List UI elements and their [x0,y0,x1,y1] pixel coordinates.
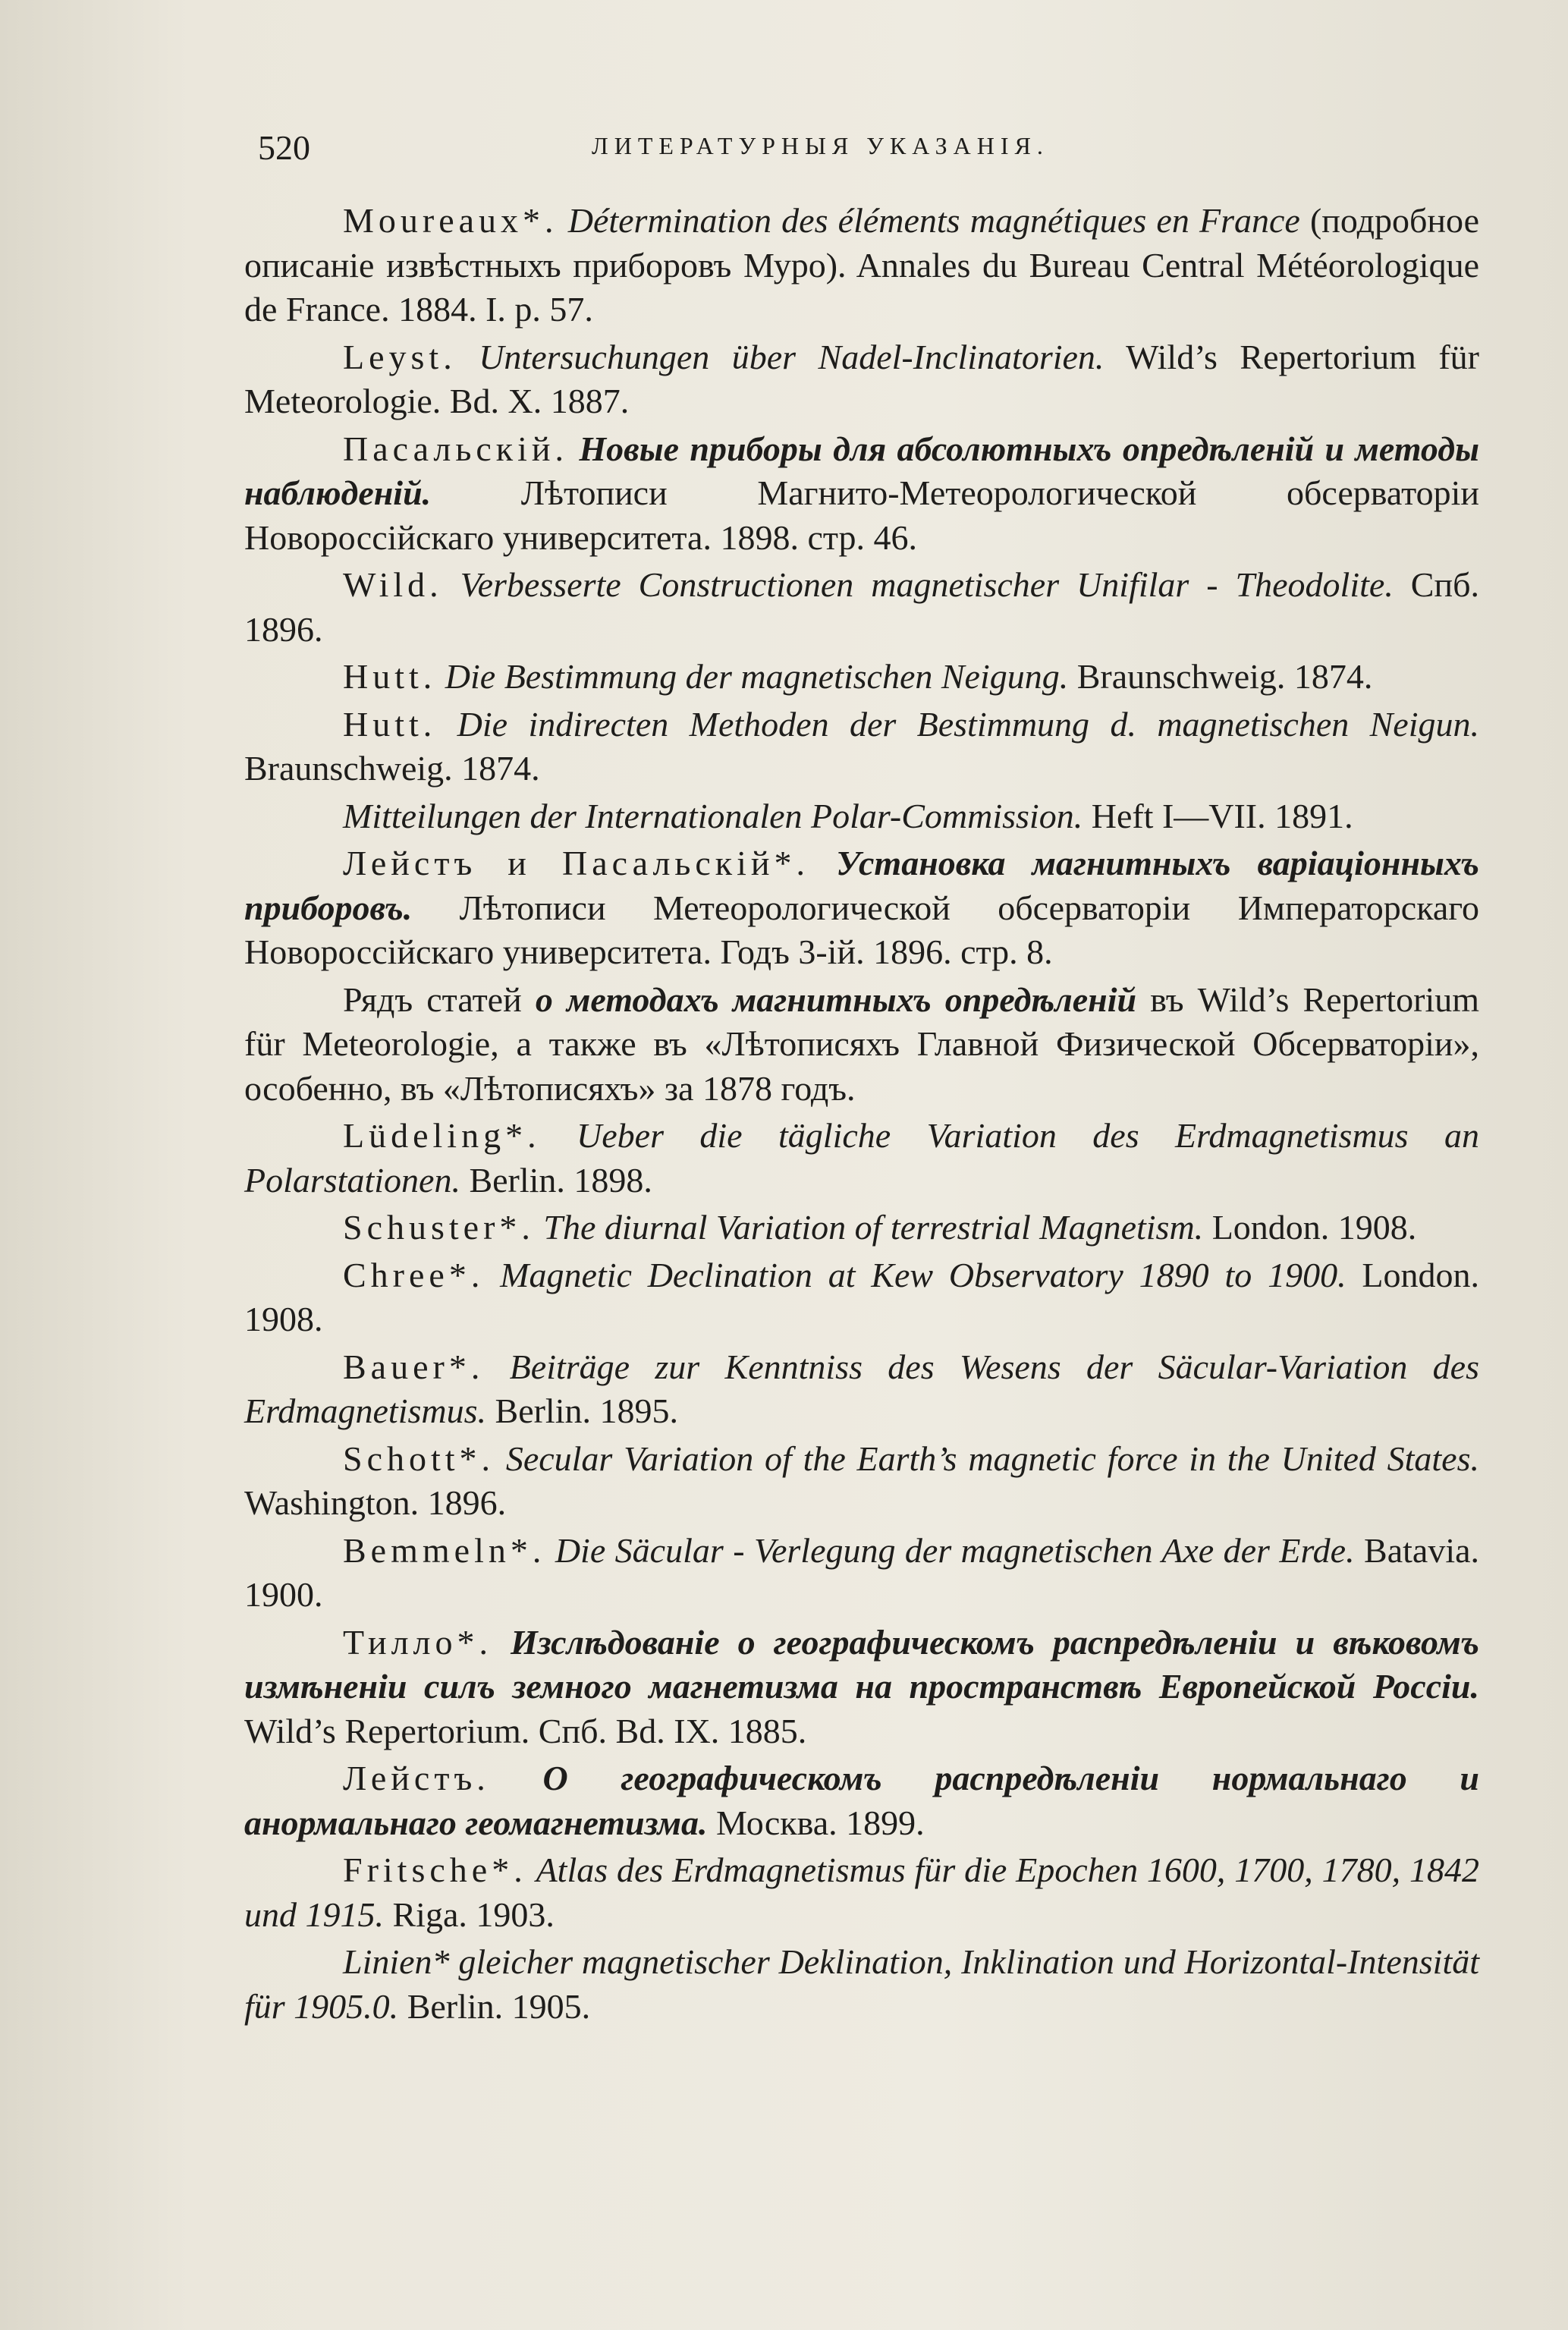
bibliography-list [244,199,1479,2032]
entry-title: Verbesserte Constructionen magnetischer Unifilar - Theodolite. [460,565,1394,604]
bibliography-entry [244,1529,1479,1618]
entry-title: О географическомъ распредѣленіи нормальнаго и анормальнаго геомагнетизма. [244,1759,1480,1842]
entry-publication: Braunschweig. 1874. [244,749,540,788]
entry-author: Leyst. [343,337,457,376]
entry-lead: Рядъ статей [343,979,522,1019]
entry-publication: Berlin. 1905. [407,1986,591,2026]
entry-publication: (подробное описаніе извѣстныхъ приборовъ Муро). Annales du Bureau Central Météorologique de France. 1884. I. p. 57. [244,201,1479,329]
entry-author: Лейстъ и Пасальскій*. [343,844,810,882]
entry-publication: Wild’s Repertorium. Спб. Bd. IX. 1885. [244,1711,807,1750]
bibliography-entry [244,335,1479,424]
entry-publication: Berlin. 1895. [495,1391,678,1430]
entry-author: Hutt. [343,704,437,744]
entry-author: Moureaux*. [343,201,558,240]
bibliography-entry [244,1253,1479,1342]
bibliography-entry [244,1114,1479,1203]
page-number: 520 [258,128,310,167]
entry-publication: Спб. 1896. [244,565,1479,649]
bibliography-entry [244,1206,1479,1250]
entry-publication: London. 1908. [244,1255,1480,1338]
running-title: ЛИТЕРАТУРНЫЯ УКАЗАНІЯ. [592,132,1049,159]
entry-title: Die Bestimmung der magnetischen Neigung. [445,657,1069,696]
entry-title: Beiträge zur Kenntniss des Wesens der Säcular-Variation des Erdmagnetismus. [244,1347,1479,1430]
bibliography-entry [244,794,1479,839]
bibliography-entry [244,1345,1479,1434]
entry-author: Lüdeling*. [343,1116,541,1155]
entry-publication: Berlin. 1898. [469,1160,652,1200]
entry-publication: London. 1908. [1211,1208,1417,1247]
entry-title: Untersuchungen über Nadel-Inclinatorien. [479,337,1105,376]
entry-author: Hutt. [343,657,437,696]
bibliography-entry [244,703,1479,791]
entry-author: Bemmeln*. [343,1530,546,1570]
bibliography-entry [244,1621,1479,1754]
entry-publication: Braunschweig. 1874. [1076,657,1373,696]
entry-title: The diurnal Variation of terrestrial Magnetism. [543,1208,1204,1247]
entry-title: Die Säcular - Verlegung der magnetischen Axe der Erde. [555,1530,1355,1570]
entry-title: о методахъ магнитныхъ опредѣленій [535,979,1137,1019]
entry-author: Bauer*. [343,1347,485,1386]
entry-author: Chree*. [343,1255,485,1294]
entry-publication: Wild’s Repertorium für Meteorologie. Bd. X. 1887. [244,337,1479,420]
entry-author: Schott*. [343,1439,495,1478]
entry-author: Schuster*. [343,1208,535,1247]
bibliography-entry [244,841,1479,975]
entry-title: Die indirecten Methoden der Bestimmung d. magnetischen Neigun. [457,704,1480,744]
entry-author: Тилло*. [343,1622,492,1662]
bibliography-entry [244,978,1479,1112]
bibliography-entry [244,427,1479,561]
entry-author: Wild. [343,565,443,604]
entry-title: Mitteilungen der Internationalen Polar-Commission. [343,796,1083,835]
entry-title: Secular Variation of the Earth’s magnetic force in the United States. [505,1439,1479,1478]
entry-publication: Washington. 1896. [244,1483,507,1522]
bibliography-entry [244,655,1479,700]
bibliography-entry [244,1848,1479,1937]
bibliography-entry [244,199,1479,332]
entry-publication: Heft I—VII. 1891. [1091,796,1353,835]
entry-title: Установка магнитныхъ варіаціонныхъ приборовъ. [244,844,1480,927]
entry-author: Fritsche*. [343,1850,527,1889]
bibliography-entry [244,1437,1479,1526]
entry-publication: Лѣтописи Магнито-Метеорологической обсерваторіи Новороссійскаго университета. 1898. стр. 46. [244,473,1480,557]
entry-title: Magnetic Declination at Kew Observatory 1890 to 1900. [500,1255,1346,1294]
bibliography-entry [244,1756,1479,1845]
entry-title: Atlas des Erdmagnetismus für die Epochen 1600, 1700, 1780, 1842 und 1915. [244,1850,1479,1934]
entry-title: Linien* gleicher magnetischer Deklination, Inklination und Horizontal-Intensität für 1905.0. [244,1942,1479,2026]
entry-author: Лейстъ. [343,1759,490,1797]
entry-title: Изслѣдованіе о географическомъ распредѣленіи и вѣковомъ измѣненіи силъ земного магнетизма на пространствѣ Европейской Россіи. [244,1622,1479,1706]
entry-publication: Riga. 1903. [392,1895,555,1934]
entry-title: Ueber die tägliche Variation des Erdmagnetismus an Polarstationen. [244,1116,1480,1200]
entry-publication: Москва. 1899. [715,1803,925,1842]
entry-publication: въ Wild’s Repertorium für Meteorologie, а также въ «Лѣтописяхъ Главной Физической Обсерваторіи», особенно, въ «Лѣтописяхъ» за 1878 годъ. [244,979,1480,1108]
entry-title: Новые приборы для абсолютныхъ опредѣленій и методы наблюденій. [244,429,1480,512]
bibliography-entry [244,563,1479,652]
entry-publication: Лѣтописи Метеорологической обсерваторіи Императорскаго Новороссійскаго университета. Годъ 3-ій. 1896. стр. 8. [244,888,1480,971]
bibliography-entry [244,1940,1479,2029]
page-header [258,127,1472,173]
entry-publication: Batavia. 1900. [244,1530,1480,1614]
entry-title: Détermination des éléments magnétiques en France [567,201,1300,240]
entry-author: Пасальскій. [343,429,569,468]
